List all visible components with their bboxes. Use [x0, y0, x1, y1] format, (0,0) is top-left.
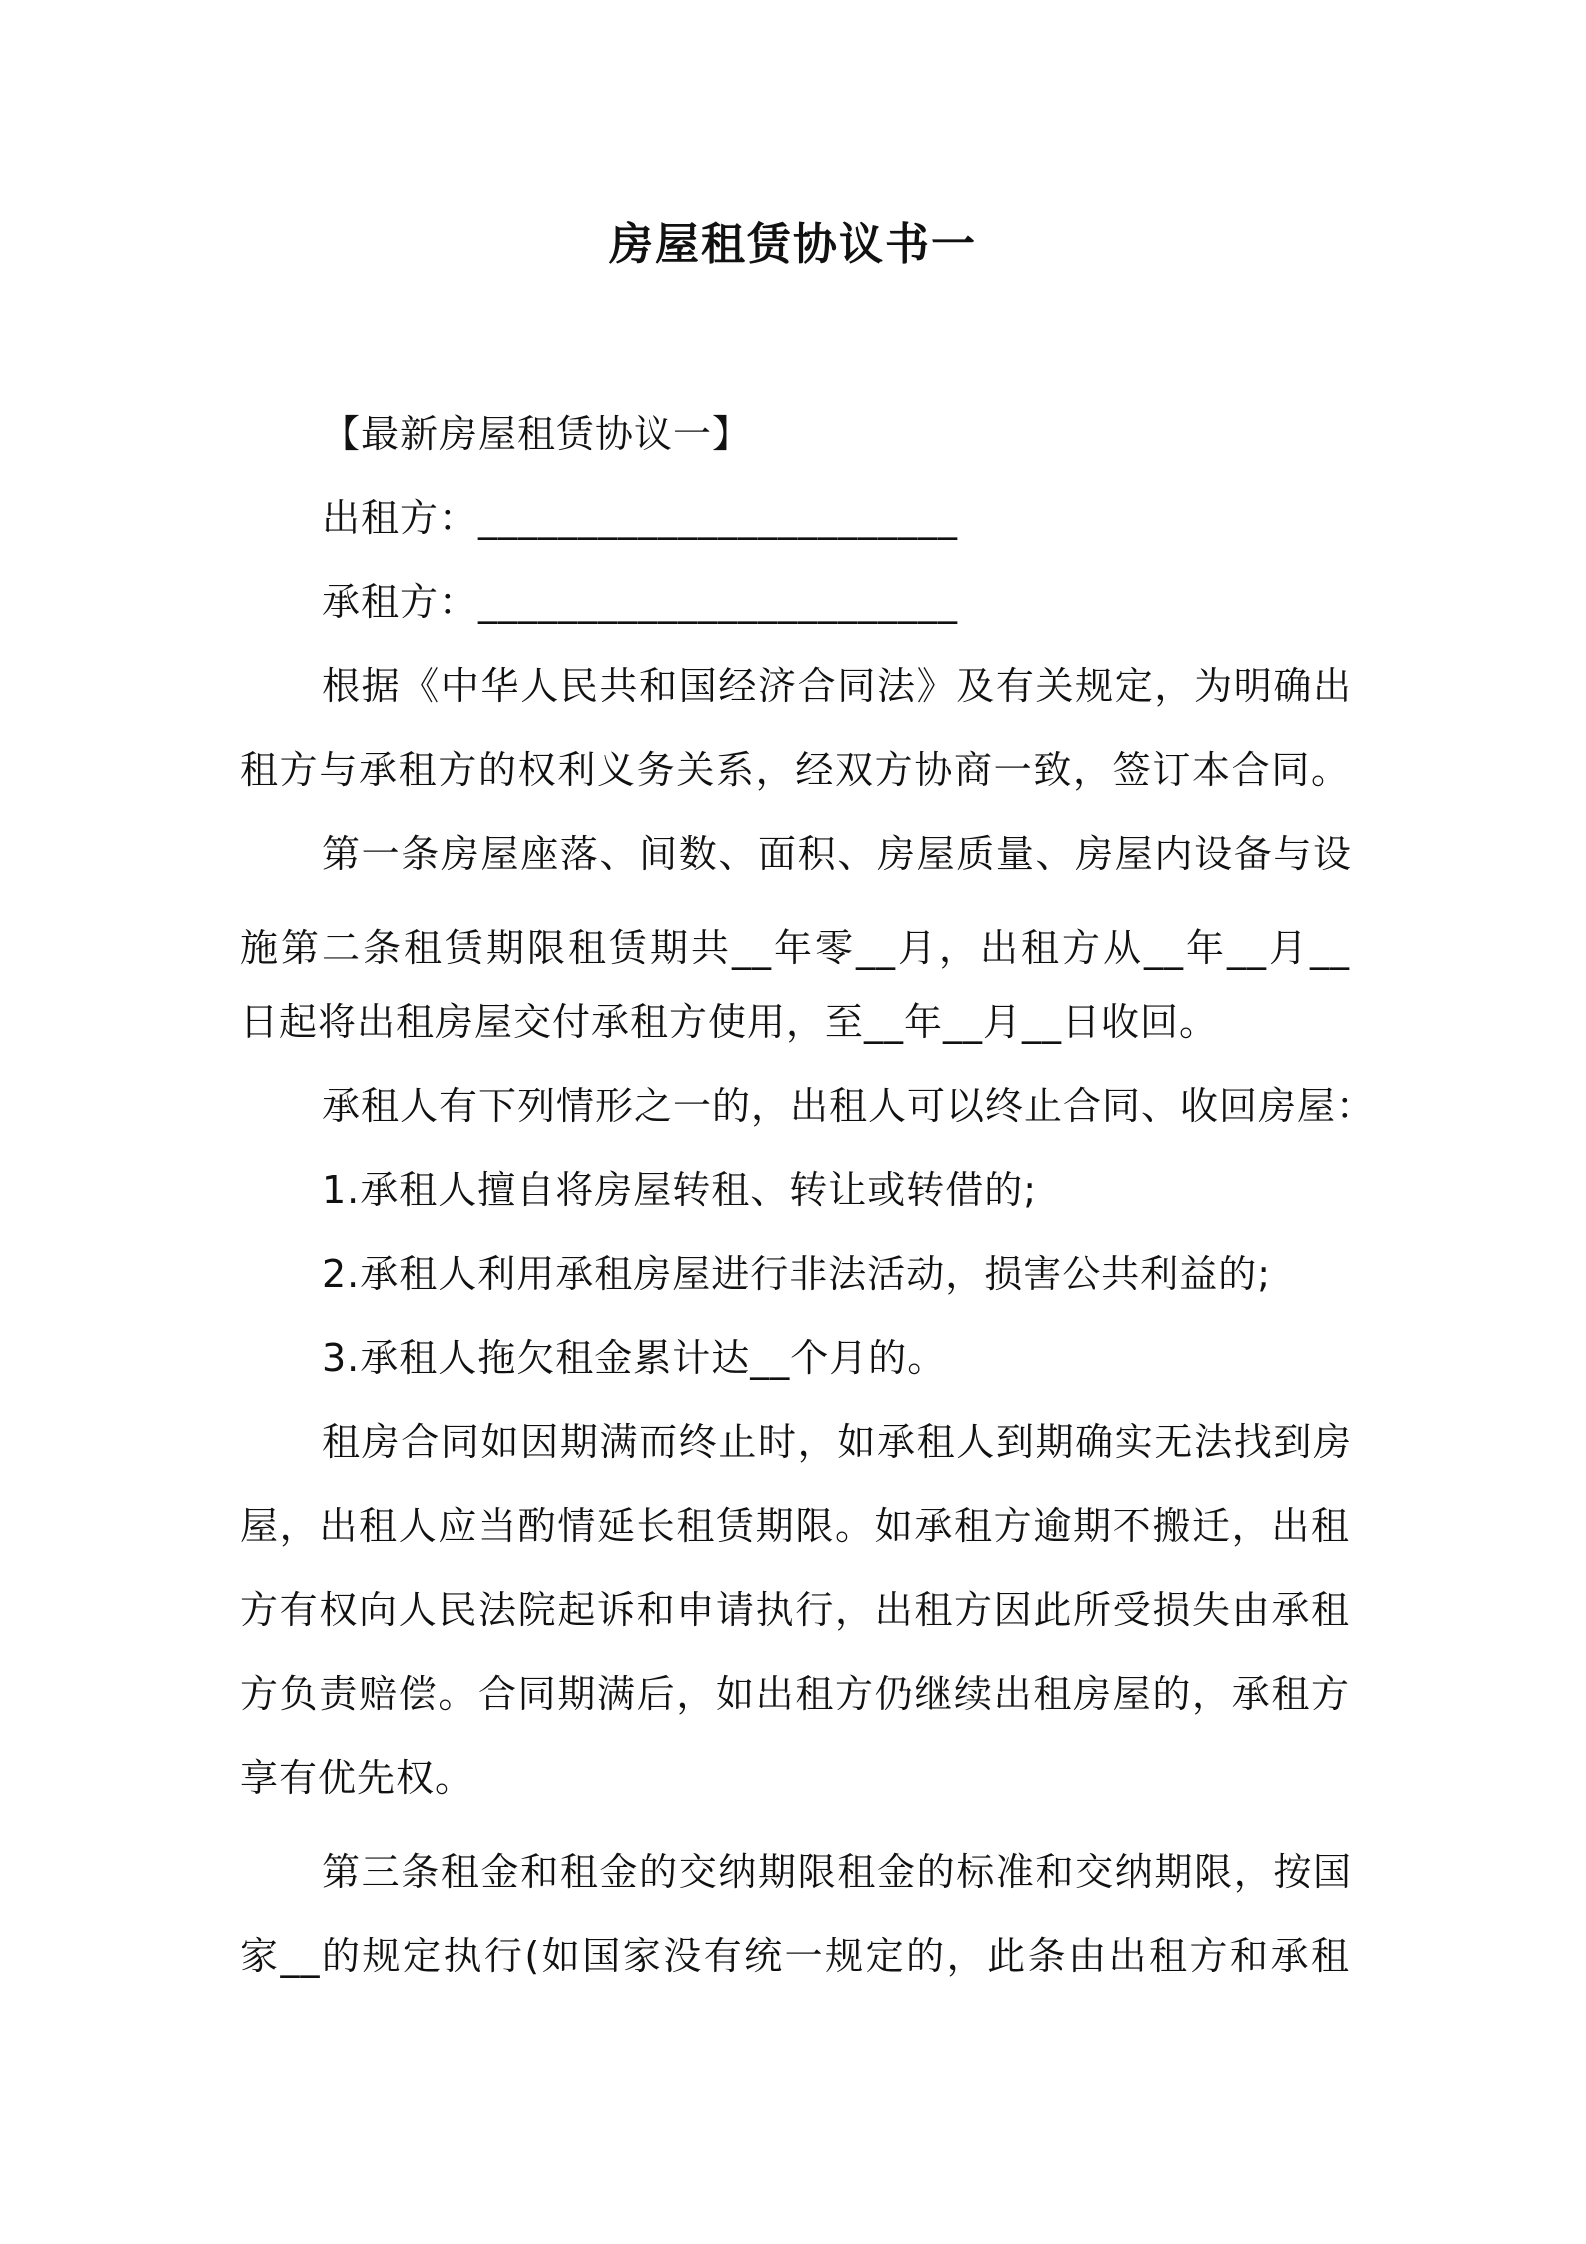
paragraph-line: 第三条租金和租金的交纳期限租金的标准和交纳期限，按国	[322, 1850, 1352, 1894]
document-title: 房屋租赁协议书一	[609, 219, 977, 270]
paragraph-line: 家__的规定执行(如国家没有统一规定的，此条由出租方和承租	[240, 1934, 1350, 1978]
list-item: 3.承租人拖欠租金累计达__个月的。	[322, 1336, 947, 1380]
paragraph-line: 屋，出租人应当酌情延长租赁期限。如承租方逾期不搬迁，出租	[240, 1504, 1350, 1548]
list-item: 2.承租人利用承租房屋进行非法活动，损害公共利益的;	[322, 1252, 1272, 1296]
list-item: 1.承租人擅自将房屋转租、转让或转借的;	[322, 1168, 1038, 1212]
lessor-line: 出租方：________________________	[322, 496, 959, 540]
paragraph-line: 享有优先权。	[240, 1756, 475, 1800]
paragraph-line: 第一条房屋座落、间数、面积、房屋质量、房屋内设备与设	[322, 832, 1352, 876]
paragraph-line: 租方与承租方的权利义务关系，经双方协商一致，签订本合同。	[240, 748, 1350, 792]
paragraph-line: 根据《中华人民共和国经济合同法》及有关规定，为明确出	[322, 664, 1352, 708]
paragraph-line: 方负责赔偿。合同期满后，如出租方仍继续出租房屋的，承租方	[240, 1672, 1350, 1716]
paragraph-line: 施第二条租赁期限租赁期共__年零__月，出租方从__年__月__	[240, 926, 1350, 970]
paragraph-line: 方有权向人民法院起诉和申请执行，出租方因此所受损失由承租	[240, 1588, 1350, 1632]
paragraph-line: 日起将出租房屋交付承租方使用，至__年__月__日收回。	[240, 1000, 1219, 1044]
paragraph-line: 租房合同如因期满而终止时，如承租人到期确实无法找到房	[322, 1420, 1352, 1464]
lessee-line: 承租方：________________________	[322, 580, 959, 624]
paragraph-line: 承租人有下列情形之一的，出租人可以终止合同、收回房屋：	[322, 1084, 1376, 1128]
document-heading: 【最新房屋租赁协议一】	[322, 412, 752, 456]
